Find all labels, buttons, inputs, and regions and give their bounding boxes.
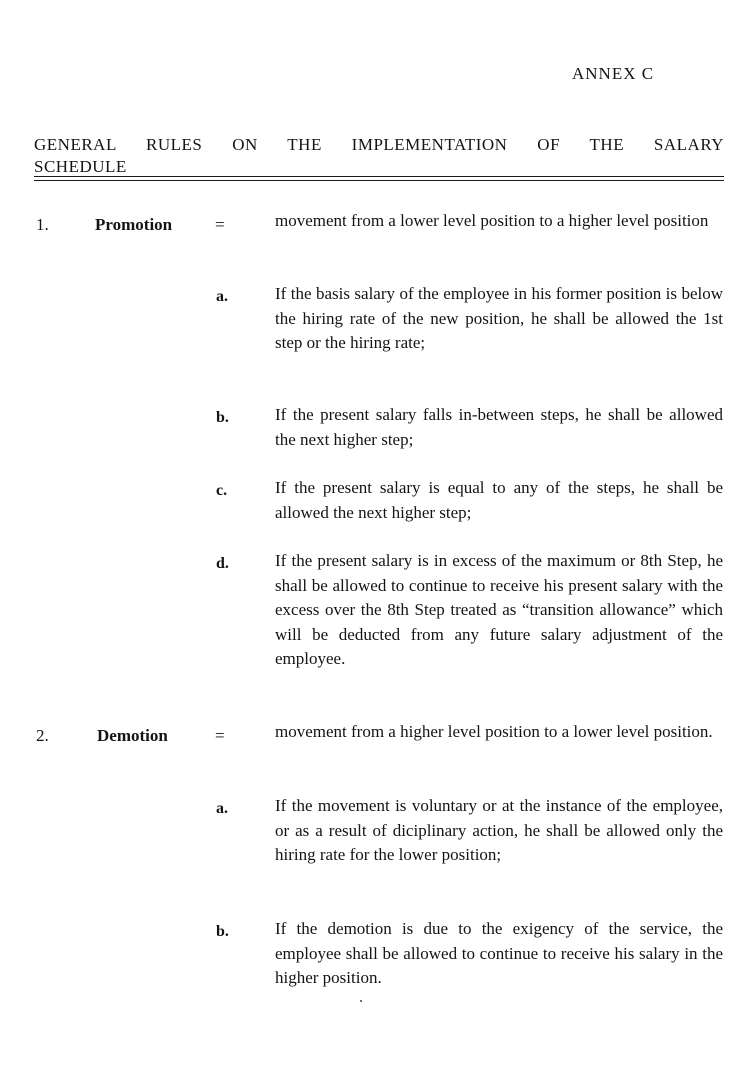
section-definition: movement from a higher level position to a lower level position. bbox=[275, 722, 713, 741]
item-letter: d. bbox=[216, 555, 229, 572]
title-underline-bottom bbox=[34, 180, 724, 181]
equals-sign: = bbox=[215, 215, 225, 234]
item-text: If the demotion is due to the exigency of the service, the employee shall be allowed to continue to receive his salary in the higher position. bbox=[275, 919, 723, 987]
item-letter: a. bbox=[216, 288, 228, 305]
title-underline-top bbox=[34, 176, 724, 177]
section-number: 2. bbox=[36, 726, 49, 745]
title-line-1: GENERAL RULES ON THE IMPLEMENTATION OF THE SALARY bbox=[34, 135, 724, 154]
scan-speck bbox=[360, 1000, 362, 1002]
document-title bbox=[34, 134, 724, 178]
item-text: If the movement is voluntary or at the instance of the employee, or as a result of diciplinary action, he shall be allowed only the hiring rate for the lower position; bbox=[275, 796, 723, 864]
section-definition: movement from a lower level position to a higher level position bbox=[275, 211, 709, 230]
item-letter: b. bbox=[216, 409, 229, 426]
item-text: If the present salary falls in-between steps, he shall be allowed the next higher step; bbox=[275, 405, 723, 449]
title-line-2: SCHEDULE bbox=[34, 157, 127, 176]
equals-sign: = bbox=[215, 726, 225, 745]
annex-label: ANNEX C bbox=[572, 64, 655, 83]
item-text: If the present salary is equal to any of the steps, he shall be allowed the next higher step; bbox=[275, 478, 723, 522]
item-letter: a. bbox=[216, 800, 228, 817]
item-letter: c. bbox=[216, 482, 228, 499]
section-term: Demotion bbox=[97, 726, 168, 745]
section-term: Promotion bbox=[95, 215, 173, 234]
item-text: If the basis salary of the employee in his former position is below the hiring rate of the new position, he shall be allowed the 1st step or the hiring rate; bbox=[275, 284, 723, 352]
section-number: 1. bbox=[36, 215, 49, 234]
item-text: If the present salary is in excess of the maximum or 8th Step, he shall be allowed to continue to receive his present salary with the excess over the 8th Step treated as “transition allowance” which will be deducted from any future salary adjustment of the employee. bbox=[275, 551, 723, 668]
item-letter: b. bbox=[216, 923, 229, 940]
